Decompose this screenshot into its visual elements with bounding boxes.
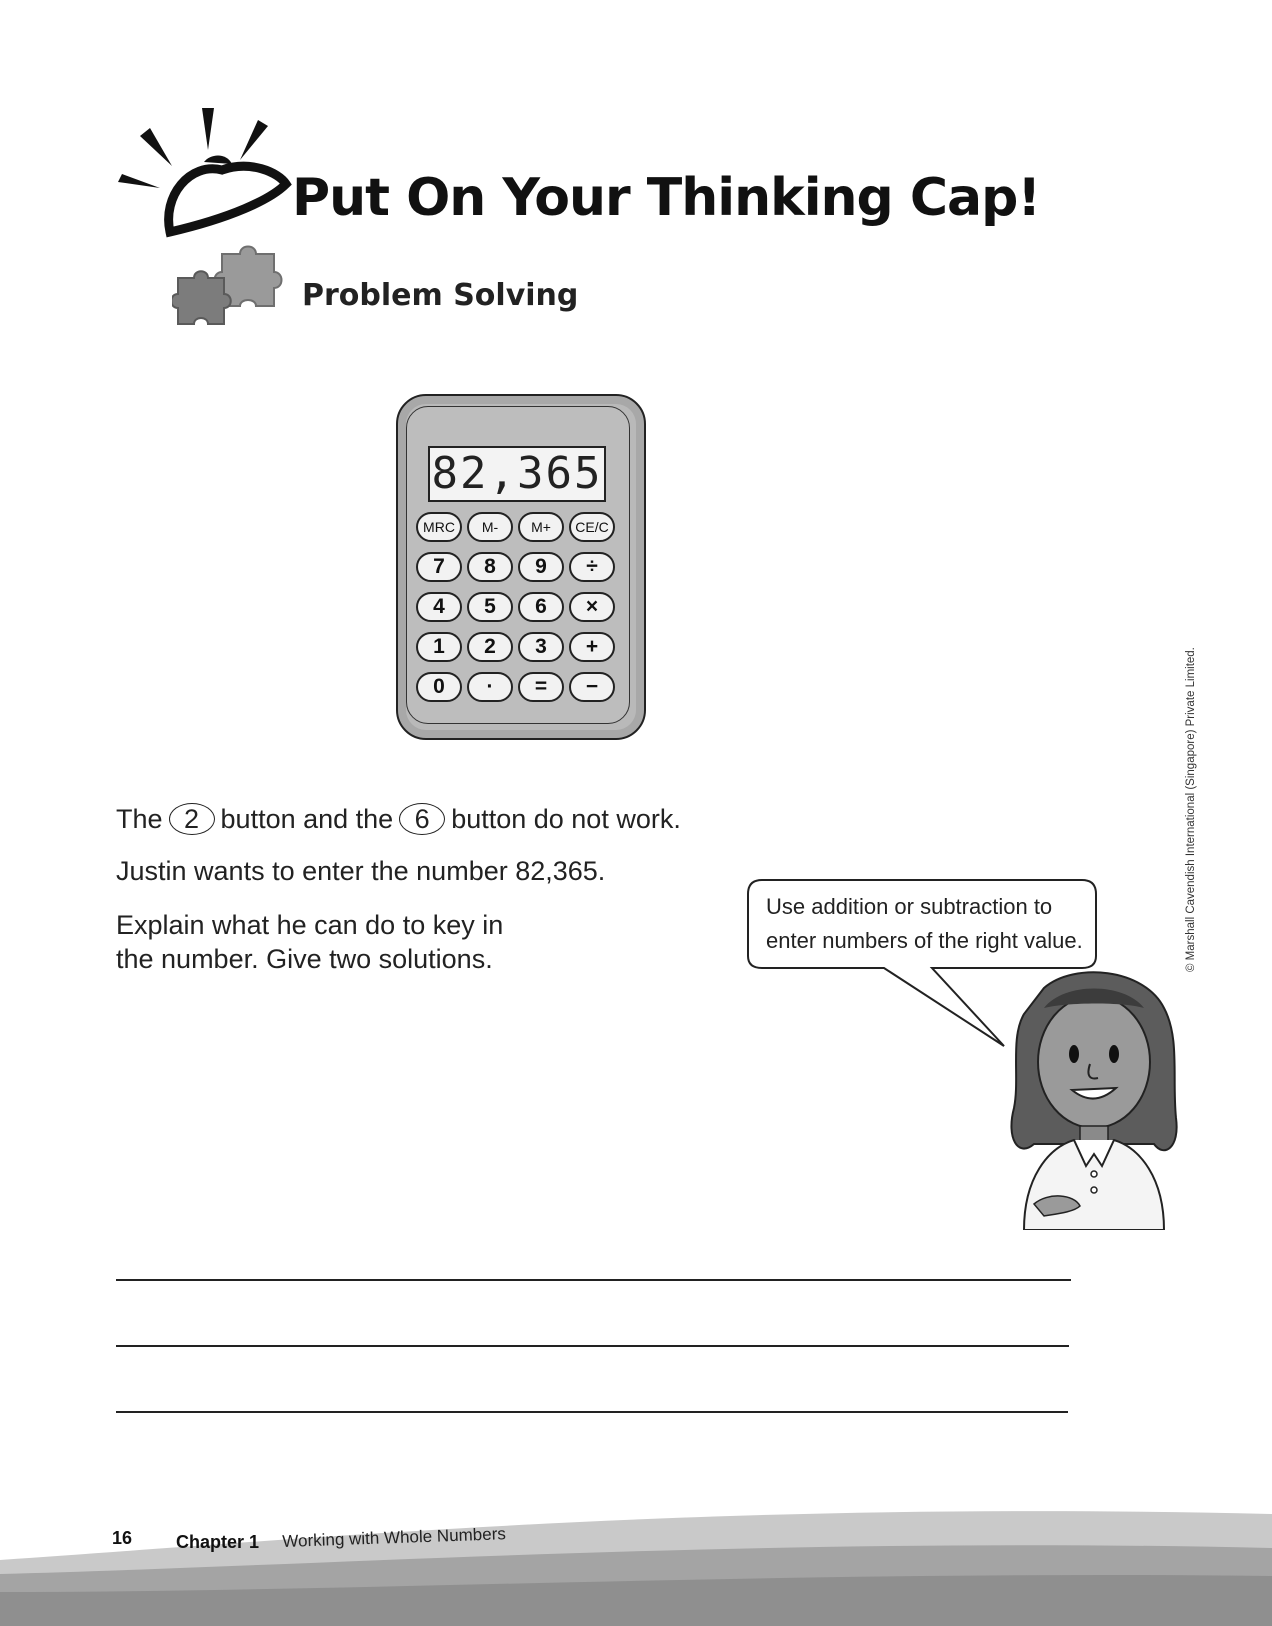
calculator-display: 82,365 — [428, 446, 606, 502]
broken-key-circle: 6 — [399, 803, 445, 835]
problem-text: button and the — [220, 804, 394, 834]
calc-key-m-plus: M+ — [518, 512, 564, 542]
calc-key-6: 6 — [518, 592, 564, 622]
calc-key-minus: − — [569, 672, 615, 702]
problem-statement-line-1 — [116, 804, 681, 837]
calc-key-9: 9 — [518, 552, 564, 582]
chapter-label: Chapter 1 — [176, 1532, 260, 1552]
chapter-title: Working with Whole Numbers — [282, 1524, 507, 1551]
calc-key-1: 1 — [416, 632, 462, 662]
thinking-cap-icon — [110, 100, 300, 250]
calc-key-plus: + — [569, 632, 615, 662]
problem-statement-line-2: Justin wants to enter the number 82,365. — [116, 856, 606, 886]
broken-key-circle: 2 — [169, 803, 215, 835]
calc-key-0: 0 — [416, 672, 462, 702]
problem-text: button do not work. — [451, 804, 681, 834]
calc-key-7: 7 — [416, 552, 462, 582]
calc-key-4: 4 — [416, 592, 462, 622]
page-title: Put On Your Thinking Cap! — [292, 168, 1041, 228]
calc-key-m-minus: M- — [467, 512, 513, 542]
answer-line — [116, 1345, 1069, 1347]
calc-key-decimal: · — [467, 672, 513, 702]
calc-key-5: 5 — [467, 592, 513, 622]
copyright-notice: © Marshall Cavendish International (Singapore) Private Limited. — [1185, 647, 1197, 972]
calc-key-multiply: × — [569, 592, 615, 622]
problem-text: The — [116, 804, 163, 834]
hint-text: Use addition or subtraction to enter numbers of the right value. — [766, 894, 1083, 953]
puzzle-pieces-icon — [172, 244, 292, 330]
footer-wave-band — [0, 1500, 1272, 1626]
calculator-illustration — [396, 394, 646, 740]
answer-line — [116, 1411, 1068, 1413]
section-heading: Problem Solving — [302, 278, 579, 313]
calc-key-mrc: MRC — [416, 512, 462, 542]
girl-illustration — [1004, 968, 1180, 1230]
calc-key-2: 2 — [467, 632, 513, 662]
calc-key-equals: = — [518, 672, 564, 702]
calc-key-divide: ÷ — [569, 552, 615, 582]
calc-key-8: 8 — [467, 552, 513, 582]
calculator-keypad — [416, 512, 622, 702]
page-number: 16 — [112, 1528, 133, 1548]
problem-question: Explain what he can do to key in the number. Give two solutions. — [116, 910, 504, 974]
calc-key-3: 3 — [518, 632, 564, 662]
answer-line — [116, 1279, 1071, 1281]
calc-key-clear: CE/C — [569, 512, 615, 542]
